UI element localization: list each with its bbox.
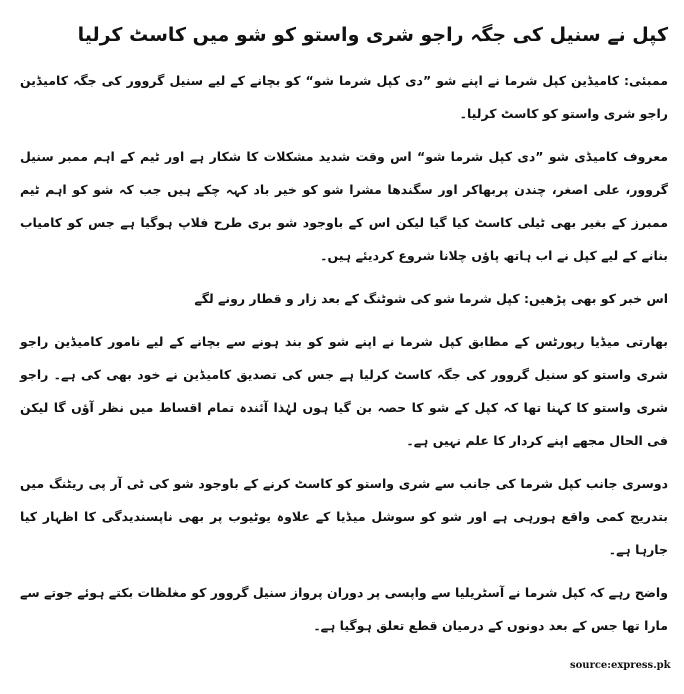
- article-paragraph: دوسری جانب کپل شرما کی جانب سے شری واستو کو کاسٹ کرنے کے باوجود شو کی ٹی آر پی ریٹنگ میں بتدریج کمی واقع ہورہی ہے اور شو کو سوشل میڈیا کے علاوہ یوٹیوب پر بھی ناپسندیدگی کا اظہار کیا جارہا ہے۔: [20, 476, 668, 557]
- also-read-link[interactable]: اس خبر کو بھی پڑھیں: کپل شرما شو کی شوٹنگ کے بعد زار و قطار رونے لگے: [194, 291, 668, 306]
- article-paragraph: معروف کامیڈی شو ”دی کپل شرما شو“ اس وقت شدید مشکلات کا شکار ہے اور ٹیم کے اہم ممبر سنیل گروور، علی اصغر، چندن پربھاکر اور سگندھا مشرا شو کو خیر باد کہہ چکے ہیں جب کہ شو کو اہم ٹیم ممبرز کے بغیر بھی ٹیلی کاسٹ کیا گیا لیکن اس کے باوجود شو بری طرح فلاپ ہوگیا ہے جس کو کامیاب بنانے کے لیے کپل نے اب ہاتھ پاؤں چلانا شروع کردیئے ہیں۔: [20, 149, 668, 263]
- article-paragraph: واضح رہے کہ کپل شرما نے آسٹریلیا سے واپسی پر دوران پرواز سنیل گروور کو مغلظات بکتے ہوئے جوتے سے مارا تھا جس کے بعد دونوں کے درمیان قطع تعلق ہوگیا ہے۔: [20, 585, 668, 633]
- article-headline: کپل نے سنیل کی جگہ راجو شری واستو کو شو میں کاسٹ کرلیا: [77, 24, 668, 46]
- article-paragraph: ممبئی: کامیڈین کپل شرما نے اپنے شو ”دی کپل شرما شو“ کو بچانے کے لیے سنیل گروور کی جگہ کامیڈین راجو شری واستو کو کاسٹ کرلیا۔: [20, 73, 668, 121]
- article-body: [20, 10, 668, 652]
- source-credit: source:express.pk: [570, 660, 671, 671]
- article-paragraph: بھارتی میڈیا رپورٹس کے مطابق کپل شرما نے اپنے شو کو بند ہونے سے بچانے کے لیے نامور کامیڈین راجو شری واستو کو سنیل گروور کی جگہ کاسٹ کرلیا ہے جس کی تصدیق کامیڈین نے خود بھی کی ہے۔ راجو شری واستو کا کہنا تھا کہ کپل کے شو کا حصہ بن گیا ہوں لہٰذا آئندہ تمام اقساط میں نظر آؤں گا لیکن فی الحال مجھے اپنے کردار کا علم نہیں ہے۔: [20, 334, 668, 448]
